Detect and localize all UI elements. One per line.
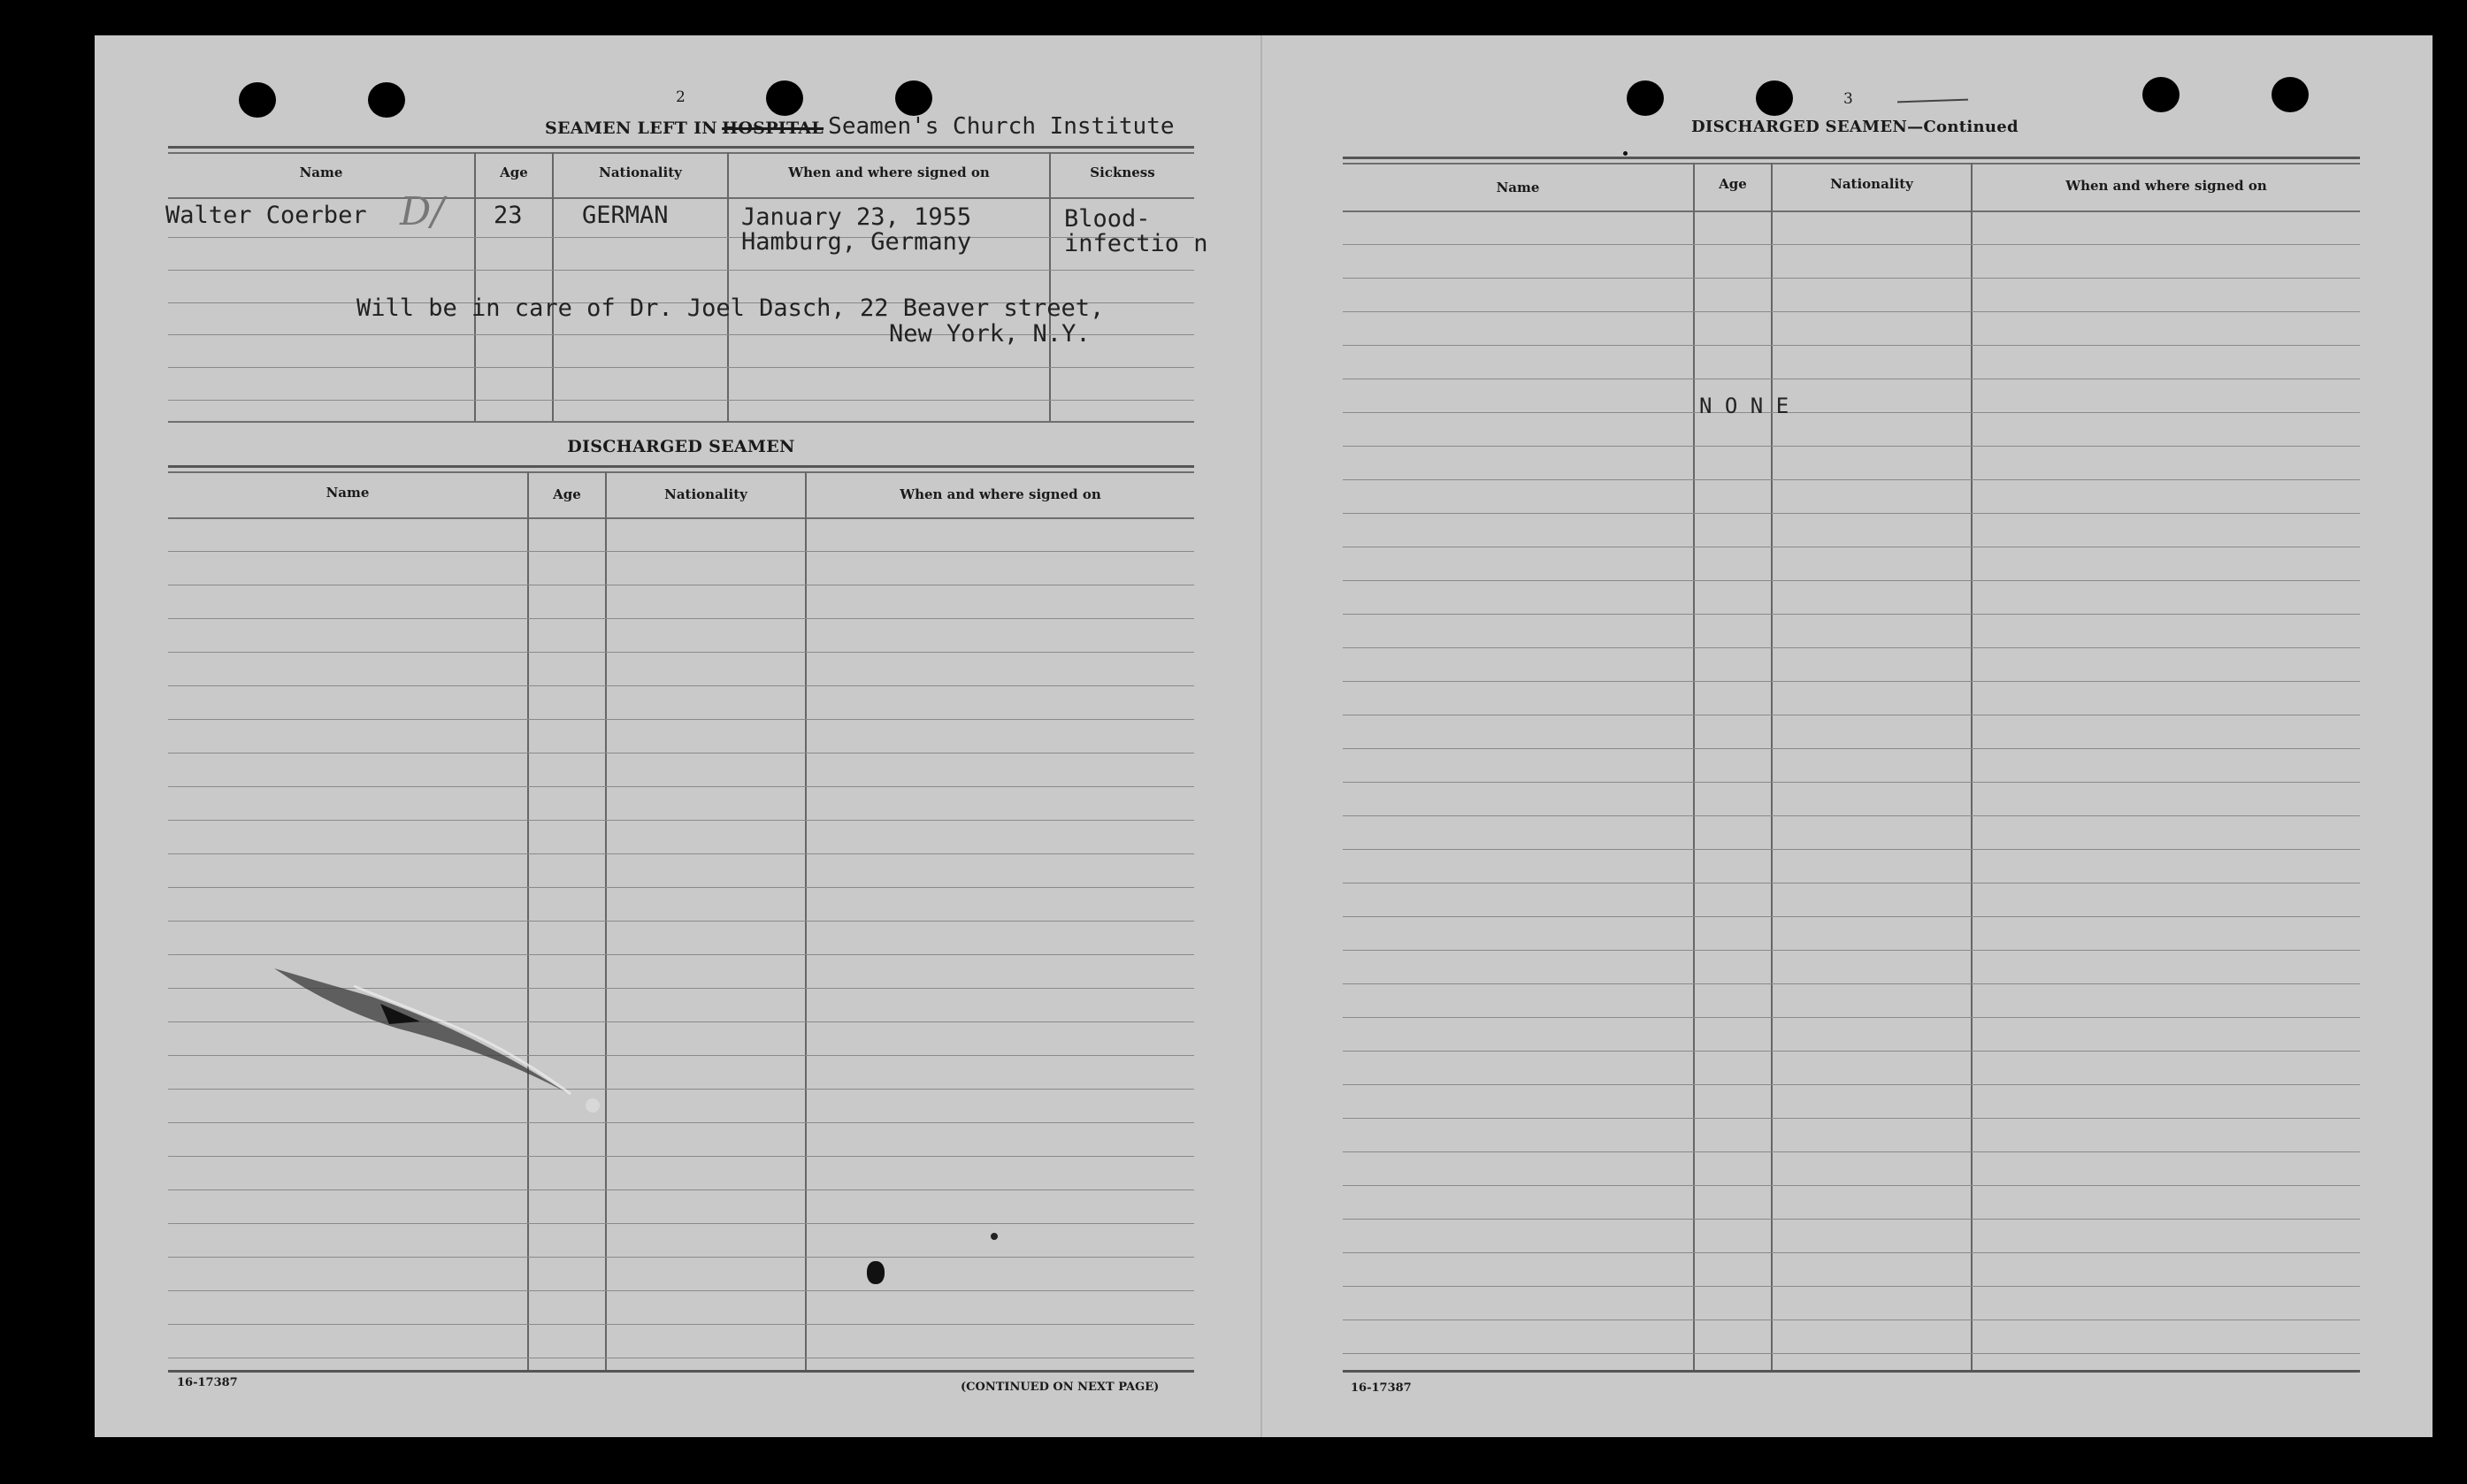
row-rule	[168, 237, 1194, 238]
seaman-name: Walter Coerber	[165, 202, 367, 229]
row-rule	[1343, 446, 2360, 447]
punch-hole	[1756, 80, 1793, 116]
punch-hole	[895, 80, 932, 116]
ink-smudge	[265, 960, 619, 1128]
section-title-discharged: DISCHARGED SEAMEN	[567, 437, 795, 456]
row-rule	[168, 1223, 1194, 1224]
row-rule	[168, 400, 1194, 401]
row-rule	[168, 1189, 1194, 1190]
row-rule	[168, 367, 1194, 368]
col-header-name: Name	[1496, 180, 1540, 195]
row-rule	[1343, 1051, 2360, 1052]
col-header-nationality: Nationality	[599, 164, 682, 180]
row-rule	[1343, 815, 2360, 816]
col-header-age: Age	[553, 486, 581, 502]
seaman-age: 23	[494, 202, 523, 229]
punch-hole	[2272, 77, 2309, 112]
punch-hole	[239, 82, 276, 118]
row-rule	[1343, 1219, 2360, 1220]
row-rule	[168, 887, 1194, 888]
row-rule	[1343, 513, 2360, 514]
row-rule	[168, 1156, 1194, 1157]
page-number: 2	[676, 88, 686, 106]
row-rule	[1343, 647, 2360, 648]
row-rule	[1343, 883, 2360, 884]
row-rule	[1343, 681, 2360, 682]
punch-hole	[368, 82, 405, 118]
row-rule	[1343, 412, 2360, 413]
signed-on-date: January 23, 1955	[741, 203, 972, 231]
row-rule	[168, 921, 1194, 922]
divider	[168, 471, 1194, 473]
page-number: 3	[1843, 90, 1853, 108]
row-rule	[1343, 1185, 2360, 1186]
form-number: 16-17387	[1351, 1381, 1412, 1395]
row-rule	[168, 786, 1194, 787]
table-bottom-rule	[168, 421, 1194, 423]
row-rule	[1343, 983, 2360, 984]
sickness-line-1: Blood-	[1064, 205, 1151, 233]
row-rule	[1343, 916, 2360, 917]
row-rule	[1343, 345, 2360, 346]
table-bottom-rule	[1343, 1370, 2360, 1373]
ink-dot	[1623, 151, 1628, 156]
row-rule	[1343, 1286, 2360, 1287]
row-rule	[168, 652, 1194, 653]
row-rule	[1343, 244, 2360, 245]
row-rule	[1343, 1252, 2360, 1253]
title-typed: Seamen's Church Institute	[828, 113, 1175, 140]
col-header-nationality: Nationality	[664, 486, 747, 502]
punch-hole	[2142, 77, 2180, 112]
care-note-line-1: Will be in care of Dr. Joel Dasch, 22 Beaver street,	[356, 295, 1105, 322]
continued-note: (CONTINUED ON NEXT PAGE)	[961, 1381, 1160, 1394]
row-rule	[1343, 580, 2360, 581]
column-divider	[552, 152, 554, 421]
header-rule	[168, 197, 1194, 199]
row-rule	[1343, 311, 2360, 312]
col-header-age: Age	[500, 164, 528, 180]
none-entry: N O N E	[1699, 394, 1789, 418]
seaman-nationality: GERMAN	[582, 202, 669, 229]
ruled-rows-right	[1343, 210, 2360, 1369]
punch-hole	[766, 80, 803, 116]
row-rule	[168, 551, 1194, 552]
row-rule	[1343, 479, 2360, 480]
divider	[1343, 157, 2360, 159]
col-header-signed-on: When and where signed on	[900, 486, 1101, 502]
ink-dot	[991, 1233, 998, 1240]
page-title	[545, 113, 1175, 140]
divider	[168, 146, 1194, 149]
row-rule	[168, 1290, 1194, 1291]
row-rule	[168, 853, 1194, 854]
handwritten-initials: D/	[400, 189, 445, 234]
ink-blot	[867, 1261, 885, 1284]
row-rule	[168, 1324, 1194, 1325]
row-rule	[168, 719, 1194, 720]
divider	[1343, 163, 2360, 164]
punch-hole	[1627, 80, 1664, 116]
page-fold	[1260, 35, 1262, 1437]
col-header-sickness: Sickness	[1090, 164, 1155, 180]
signed-on-place: Hamburg, Germany	[741, 228, 972, 256]
column-divider	[727, 152, 729, 421]
row-rule	[168, 820, 1194, 821]
row-rule	[1343, 278, 2360, 279]
row-rule	[1343, 614, 2360, 615]
row-rule	[168, 1257, 1194, 1258]
row-rule	[168, 270, 1194, 271]
row-rule	[168, 954, 1194, 955]
col-header-signed-on: When and where signed on	[788, 164, 990, 180]
column-divider	[474, 152, 476, 421]
row-rule	[1343, 782, 2360, 783]
col-header-signed-on: When and where signed on	[2065, 178, 2267, 194]
row-rule	[1343, 1151, 2360, 1152]
divider	[168, 465, 1194, 468]
page-title: DISCHARGED SEAMEN—Continued	[1691, 118, 2019, 136]
title-prefix: SEAMEN LEFT IN	[545, 119, 717, 138]
form-number: 16-17387	[177, 1376, 238, 1389]
row-rule	[168, 685, 1194, 686]
row-rule	[1343, 1017, 2360, 1018]
row-rule	[1343, 1353, 2360, 1354]
care-note-line-2: New York, N.Y.	[889, 320, 1091, 348]
ruled-rows-left	[168, 517, 1194, 1372]
title-struck-word: HOSPITAL	[722, 119, 824, 138]
col-header-name: Name	[326, 485, 370, 501]
row-rule	[1343, 748, 2360, 749]
row-rule	[1343, 1084, 2360, 1085]
row-rule	[1343, 849, 2360, 850]
row-rule	[1343, 950, 2360, 951]
row-rule	[168, 618, 1194, 619]
divider	[168, 152, 1194, 154]
row-rule	[1343, 1118, 2360, 1119]
table-bottom-rule	[168, 1370, 1194, 1373]
column-divider	[1049, 152, 1051, 421]
sickness-line-2: infectio n	[1064, 230, 1208, 257]
col-header-name: Name	[299, 164, 343, 180]
col-header-age: Age	[1719, 176, 1747, 192]
col-header-nationality: Nationality	[1830, 176, 1913, 192]
